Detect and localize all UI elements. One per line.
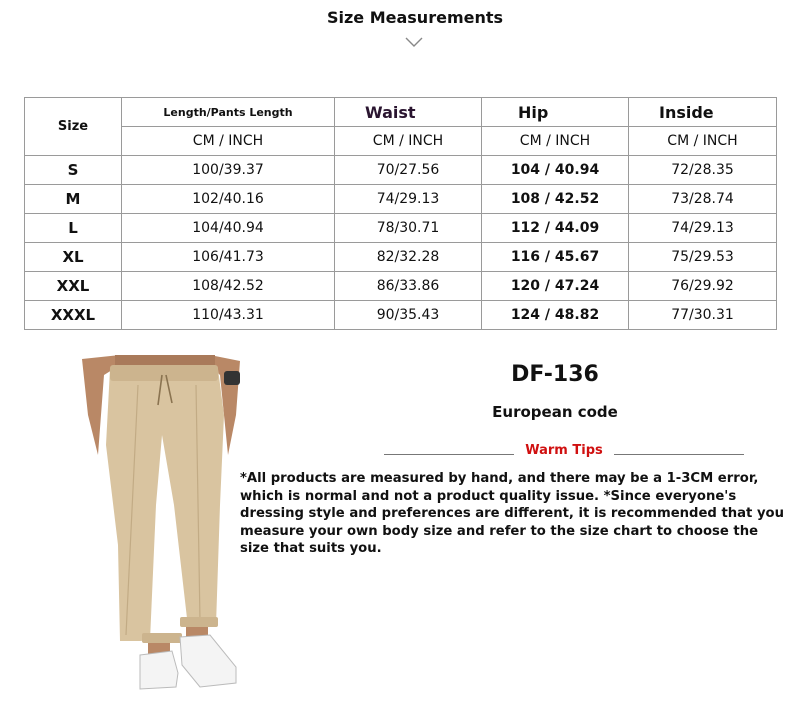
table-header-row	[25, 98, 777, 127]
waist-cell: 74/29.13	[335, 185, 482, 214]
hip-cell: 124 / 48.82	[482, 301, 629, 330]
inside-cell: 73/28.74	[629, 185, 777, 214]
hip-header: Hip	[482, 98, 629, 127]
waist-cell: 78/30.71	[335, 214, 482, 243]
size-cell: XXL	[25, 272, 122, 301]
size-header: Size	[25, 98, 122, 156]
hip-cell: 108 / 42.52	[482, 185, 629, 214]
size-cell: XXXL	[25, 301, 122, 330]
length-cell: 110/43.31	[122, 301, 335, 330]
table-row	[25, 301, 777, 330]
divider	[384, 454, 514, 455]
waist-cell: 86/33.86	[335, 272, 482, 301]
waist-cell: 70/27.56	[335, 156, 482, 185]
length-cell: 102/40.16	[122, 185, 335, 214]
inside-cell: 77/30.31	[629, 301, 777, 330]
hip-cell: 104 / 40.94	[482, 156, 629, 185]
unit-row	[25, 127, 777, 156]
pants-model-image	[60, 355, 260, 695]
size-cell: L	[25, 214, 122, 243]
waist-header: Waist	[335, 98, 482, 127]
table-row	[25, 272, 777, 301]
unit-cell: CM / INCH	[629, 127, 777, 156]
table-row	[25, 185, 777, 214]
length-cell: 100/39.37	[122, 156, 335, 185]
unit-cell: CM / INCH	[122, 127, 335, 156]
hip-cell: 112 / 44.09	[482, 214, 629, 243]
table-row	[25, 214, 777, 243]
waist-cell: 90/35.43	[335, 301, 482, 330]
length-header: Length/Pants Length	[122, 98, 335, 127]
page-title: Size Measurements	[326, 8, 504, 27]
waist-cell: 82/32.28	[335, 243, 482, 272]
length-cell: 108/42.52	[122, 272, 335, 301]
unit-cell: CM / INCH	[335, 127, 482, 156]
warm-tips-heading: Warm Tips	[525, 443, 603, 458]
length-cell: 106/41.73	[122, 243, 335, 272]
inside-cell: 75/29.53	[629, 243, 777, 272]
chevron-down-icon	[404, 36, 424, 48]
hip-cell: 116 / 45.67	[482, 243, 629, 272]
divider	[614, 454, 744, 455]
length-cell: 104/40.94	[122, 214, 335, 243]
inside-cell: 74/29.13	[629, 214, 777, 243]
inside-cell: 76/29.92	[629, 272, 777, 301]
warm-tips-text: *All products are measured by hand, and there may be a 1-3CM error, which is normal and not a product quality issue. *Since everyone's dressing style and preferences are different, it is recommended that you measure your own body size and refer to the size chart to choose the size that suits you.	[240, 471, 784, 556]
unit-cell: CM / INCH	[482, 127, 629, 156]
product-code: DF-136	[511, 362, 599, 387]
hip-cell: 120 / 47.24	[482, 272, 629, 301]
sizing-standard: European code	[492, 403, 618, 421]
inside-cell: 72/28.35	[629, 156, 777, 185]
size-cell: XL	[25, 243, 122, 272]
size-cell: M	[25, 185, 122, 214]
size-cell: S	[25, 156, 122, 185]
table-row	[25, 156, 777, 185]
inside-header: Inside	[629, 98, 777, 127]
table-row	[25, 243, 777, 272]
size-chart-table	[24, 97, 777, 330]
